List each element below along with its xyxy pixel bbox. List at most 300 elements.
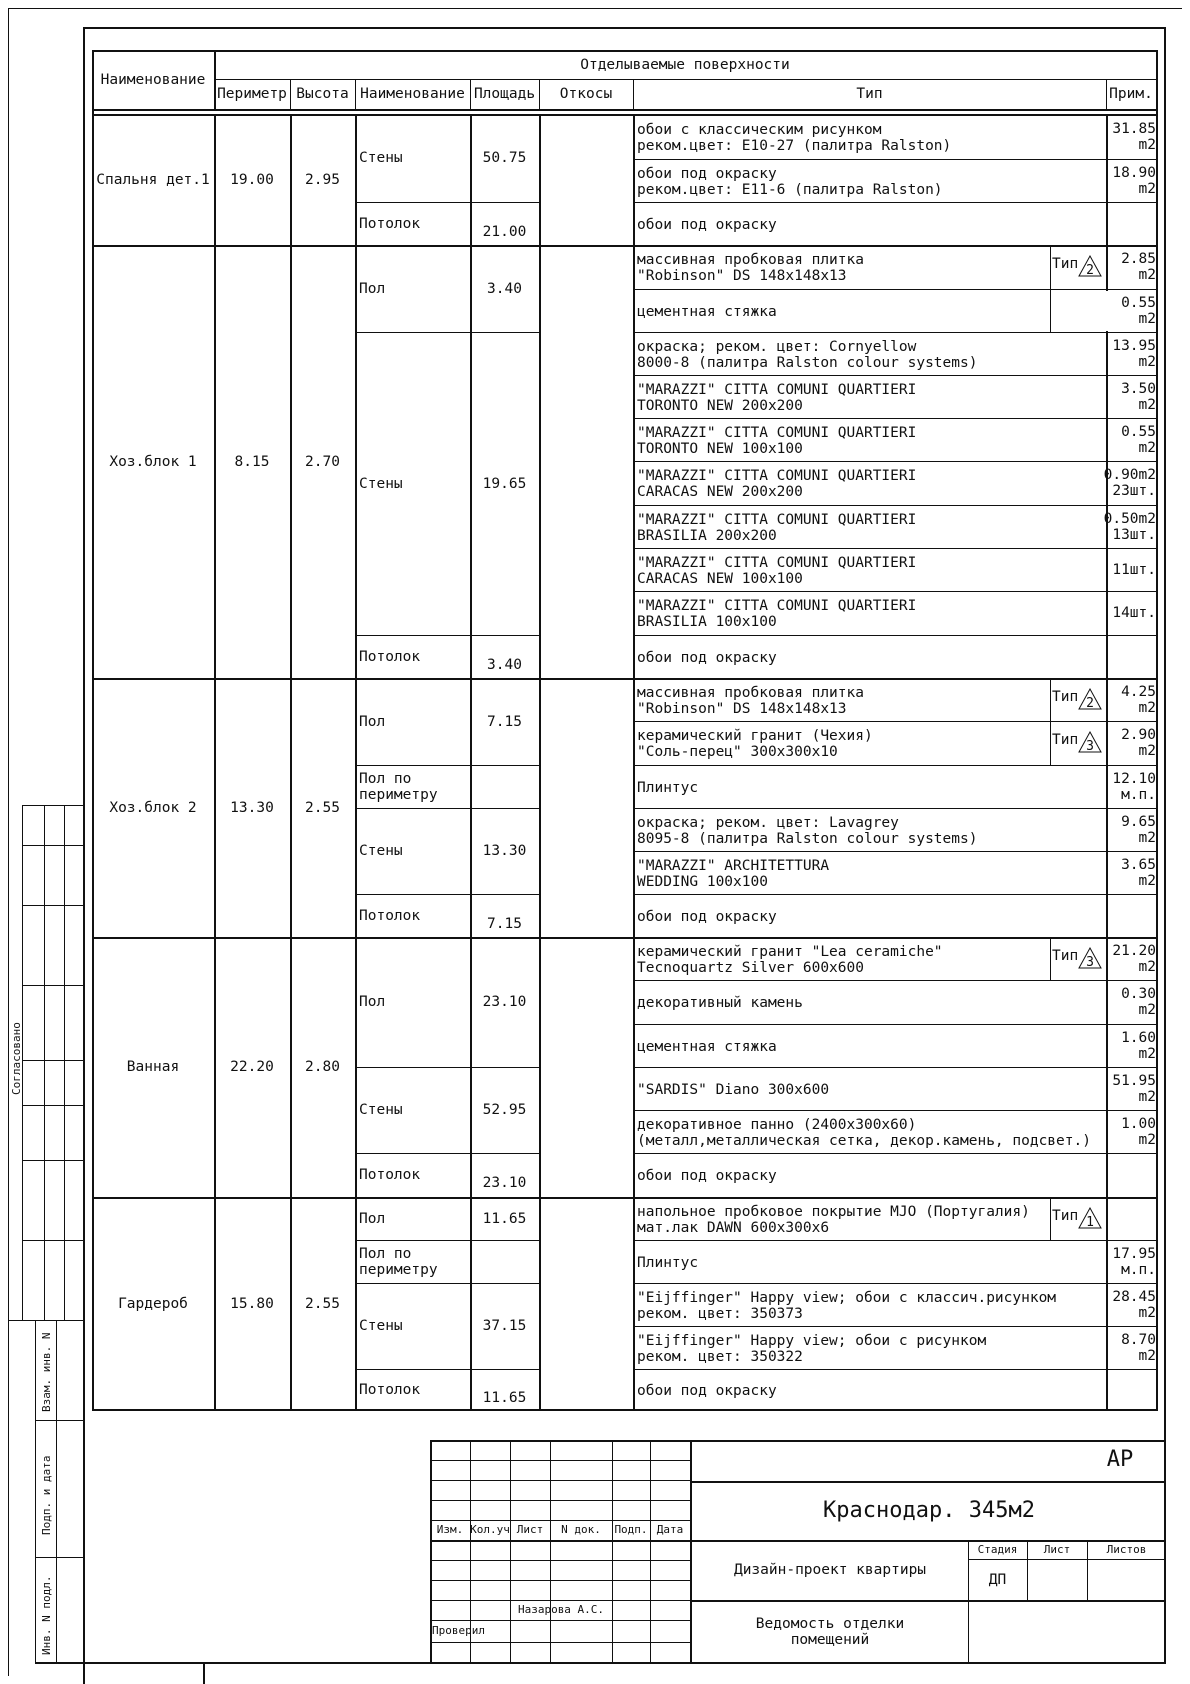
stamp-izm-value: Изм. <box>436 1523 464 1536</box>
side-line <box>35 1320 36 1664</box>
surface-area-value: 7.15 <box>487 915 522 932</box>
stamp-podp-value: Подп. <box>614 1523 648 1536</box>
surface-name <box>355 202 470 245</box>
body-col-line <box>290 114 292 1411</box>
item-note-value: 3.65 m2 <box>1121 856 1156 889</box>
stamp-stage_label-value: Стадия <box>977 1543 1018 1556</box>
item-type <box>633 462 1106 506</box>
item-type <box>633 1025 1106 1068</box>
item-note <box>1106 937 1156 980</box>
item-type-value: обои под окраску реком.цвет: E11-6 (палитра Ralston) <box>637 165 943 198</box>
surface-area <box>470 1067 539 1153</box>
item-type-value: обои под окраску <box>637 908 777 925</box>
room-height <box>290 1197 355 1411</box>
surface-area-value: 21.00 <box>482 223 527 240</box>
surface-name-value: Стены <box>359 475 403 492</box>
room-height <box>290 114 355 245</box>
stamp-author <box>510 1600 612 1620</box>
side-line <box>22 1105 84 1106</box>
item-note-value: 13.95 m2 <box>1112 337 1156 370</box>
stamp-col <box>510 1440 511 1662</box>
item-note-value: 11шт. <box>1112 561 1156 578</box>
body-col-line <box>214 114 216 1411</box>
item-note <box>1106 1110 1156 1153</box>
side-label: Подп. и дата <box>40 1455 53 1535</box>
item-note <box>1106 1153 1156 1197</box>
table-bottom-border <box>633 1409 1156 1411</box>
side-line <box>22 905 84 906</box>
item-note <box>1106 591 1156 635</box>
type-tag <box>1052 732 1078 748</box>
item-note <box>1106 548 1156 591</box>
stamp-row <box>430 1560 690 1561</box>
stamp-sheets_label <box>1087 1541 1166 1559</box>
surface-name <box>355 1369 470 1411</box>
frame-left <box>83 27 85 1684</box>
item-note <box>1106 245 1156 289</box>
surface-name <box>355 1197 470 1240</box>
side-line <box>22 1060 84 1061</box>
room-name-value: Спальня дет.1 <box>96 171 210 188</box>
room-perimeter <box>214 1197 290 1411</box>
item-type <box>633 809 1106 852</box>
surface-area <box>470 1283 539 1369</box>
room-height-value: 2.80 <box>305 1059 340 1075</box>
item-note-value: 21.20 m2 <box>1112 942 1156 975</box>
item-type <box>633 549 1106 592</box>
stamp-col <box>612 1440 613 1662</box>
surface-name <box>355 1283 470 1369</box>
item-type <box>633 1284 1106 1327</box>
item-type-value: "MARAZZI" CITTA COMUNI QUARTIERI TORONTO NEW 100x100 <box>637 424 917 457</box>
surface-name <box>355 332 470 635</box>
surface-name-value: Стены <box>359 843 403 859</box>
room-perimeter-value: 8.15 <box>234 453 270 470</box>
item-type <box>633 636 1106 679</box>
room-perimeter-value: 22.20 <box>230 1059 274 1075</box>
surface-area <box>470 245 539 332</box>
stamp-title1-value: Дизайн-проект квартиры <box>733 1562 927 1578</box>
surface-name <box>355 894 470 937</box>
item-type <box>633 333 1106 376</box>
room-name-value: Хоз.блок 1 <box>109 453 197 470</box>
stamp-title2-value: Ведомость отделки помещений <box>755 1616 905 1648</box>
room-height <box>290 937 355 1197</box>
surface-name <box>355 114 470 202</box>
surface-name <box>355 1240 470 1283</box>
item-type-value: "MARAZZI" CITTA COMUNI QUARTIERI CARACAS NEW 100x100 <box>637 554 917 587</box>
surface-area-value: 23.10 <box>482 994 527 1010</box>
surface-area <box>470 332 539 635</box>
surface-name-value: Стены <box>359 150 403 166</box>
stamp-row <box>430 1580 690 1581</box>
type-tag <box>1052 948 1078 964</box>
stamp-checked <box>430 1620 510 1642</box>
side-line <box>22 805 84 806</box>
tag-col-line <box>1050 721 1051 765</box>
item-type <box>633 376 1106 419</box>
header-surface_name <box>355 79 470 109</box>
item-note <box>1106 1369 1156 1411</box>
room-height-value: 2.95 <box>305 171 340 188</box>
stamp-list-value: Лист <box>516 1523 544 1536</box>
item-note-value: 0.50m2 13шт. <box>1103 510 1156 543</box>
header-bottom-line <box>92 109 1156 111</box>
type-tag <box>1052 256 1078 272</box>
item-note <box>1106 1240 1156 1283</box>
surface-area-value: 23.10 <box>482 1175 527 1191</box>
surface-area-value: 37.15 <box>482 1318 527 1334</box>
header-type <box>633 79 1106 109</box>
item-type <box>633 1370 1106 1412</box>
item-note <box>1103 505 1156 548</box>
surface-name-value: Стены <box>359 1318 403 1334</box>
surface-area-value: 52.95 <box>482 1102 527 1118</box>
item-type-value: обои под окраску <box>637 216 777 233</box>
header-slopes-value: Откосы <box>559 86 613 102</box>
stamp-row <box>430 1460 690 1461</box>
item-note <box>1103 461 1156 505</box>
surface-name <box>355 808 470 894</box>
stamp-title1 <box>692 1542 968 1598</box>
item-note <box>1106 1067 1156 1110</box>
stamp-kolu-value: Кол.уч <box>470 1523 510 1536</box>
room-height <box>290 245 355 678</box>
surface-area <box>470 937 539 1067</box>
surface-name-value: Пол <box>359 994 386 1010</box>
stamp-code <box>1080 1445 1160 1475</box>
side-line <box>22 985 84 986</box>
item-note <box>1106 1024 1156 1067</box>
room-name <box>92 678 214 937</box>
item-type <box>633 592 1106 636</box>
item-note <box>1106 721 1156 765</box>
stamp-list <box>510 1520 550 1540</box>
surface-name <box>355 635 470 678</box>
item-type <box>633 679 1050 722</box>
room-height-value: 2.55 <box>305 799 340 816</box>
item-type-value: "MARAZZI" CITTA COMUNI QUARTIERI BRASILIA 100x100 <box>637 598 917 630</box>
type-tag-label: Тип <box>1052 732 1079 748</box>
sheet-edge-left <box>8 8 9 1676</box>
item-type-value: Плинтус <box>637 1254 699 1271</box>
triangle-icon <box>1078 688 1102 710</box>
tag-col-line <box>1050 937 1051 980</box>
triangle-icon <box>1078 947 1102 969</box>
header-name-value: Наименование <box>100 71 206 88</box>
stamp-col <box>550 1440 551 1662</box>
item-type <box>633 1068 1106 1111</box>
header-note-value: Прим. <box>1109 86 1153 102</box>
header-height <box>290 79 355 109</box>
surface-name <box>355 937 470 1067</box>
surface-area-value: 7.15 <box>487 713 522 730</box>
room-perimeter-value: 19.00 <box>230 171 274 188</box>
item-type-value: "MARAZZI" CITTA COMUNI QUARTIERI TORONTO NEW 200x200 <box>637 381 917 414</box>
surface-name <box>355 765 470 808</box>
stamp-row <box>430 1642 690 1643</box>
item-note <box>1106 980 1156 1024</box>
item-note-value: 9.65 m2 <box>1121 813 1156 846</box>
header-name <box>92 50 214 109</box>
header-area-value: Площадь <box>473 86 536 102</box>
surface-area <box>470 765 539 808</box>
side-line <box>56 1320 57 1664</box>
stamp-podp <box>612 1520 650 1540</box>
item-type-value: декоративное панно (2400x300x60) (металл,металлическая сетка, декор.камень, подсвет.) <box>637 1116 1091 1149</box>
stamp-ndok <box>550 1520 612 1540</box>
item-type <box>633 290 1106 333</box>
type-tag-label: Тип <box>1052 948 1079 964</box>
item-note-value: 51.95 m2 <box>1112 1072 1156 1105</box>
room-height-value: 2.70 <box>305 453 340 470</box>
header-perimeter-value: Периметр <box>217 86 287 102</box>
item-type <box>633 766 1106 809</box>
item-type <box>633 1327 1106 1370</box>
item-note-value: 28.45 m2 <box>1112 1288 1156 1321</box>
item-type-value: обои под окраску <box>637 1168 777 1184</box>
item-note-value: 3.50 m2 <box>1121 380 1156 413</box>
side-line <box>22 1160 84 1161</box>
surface-area <box>470 678 539 765</box>
side-label: Взам. инв. N <box>40 1332 53 1412</box>
stamp-izm <box>430 1520 470 1540</box>
item-note <box>1106 678 1156 721</box>
item-type <box>633 981 1106 1025</box>
item-note <box>1106 114 1156 159</box>
item-type-value: массивная пробковая плитка "Robinson" DS 148x148x13 <box>637 684 864 717</box>
item-type <box>633 1241 1106 1284</box>
item-type-value: "MARAZZI" CITTA COMUNI QUARTIERI CARACAS NEW 200x200 <box>637 468 917 500</box>
stamp-stage_label <box>968 1541 1027 1559</box>
item-note <box>1106 289 1156 332</box>
type-tag-label: Тип <box>1052 1208 1079 1224</box>
item-type-value: "Eijffinger" Happy view; обои с рисунком реком. цвет: 350322 <box>637 1332 987 1365</box>
item-note <box>1106 159 1156 202</box>
item-type-value: "SARDIS" Diano 300x600 <box>637 1081 830 1098</box>
room-name <box>92 937 214 1197</box>
item-note <box>1106 635 1156 678</box>
room-height-value: 2.55 <box>305 1296 340 1312</box>
item-type-value: цементная стяжка <box>637 1038 777 1055</box>
surface-area-value: 3.40 <box>487 280 522 297</box>
surface-area-value: 3.40 <box>487 656 522 673</box>
stamp-top <box>430 1440 1166 1442</box>
item-note <box>1106 1197 1156 1240</box>
header-type-value: Тип <box>856 86 883 102</box>
stamp-date-value: Дата <box>656 1523 684 1536</box>
surface-name <box>355 245 470 332</box>
type-tag <box>1052 689 1078 705</box>
side-line <box>22 845 84 846</box>
item-note-value: 31.85 m2 <box>1112 120 1156 153</box>
item-note <box>1106 418 1156 461</box>
stamp-kolu <box>470 1520 510 1540</box>
frame-top <box>83 27 1166 29</box>
item-type <box>633 115 1106 160</box>
triangle-icon <box>1078 731 1102 753</box>
item-type <box>633 722 1050 766</box>
item-type-value: "Eijffinger" Happy view; обои с классич.рисунком реком. цвет: 350373 <box>637 1289 1057 1322</box>
item-type <box>633 203 1106 246</box>
stamp-project-value: Краснодар. 345м2 <box>823 1498 1035 1523</box>
surface-name-value: Потолок <box>359 215 421 232</box>
frame-tick-bottom <box>203 1662 205 1684</box>
item-type-value: массивная пробковая плитка "Robinson" DS 148x148x13 <box>637 252 864 284</box>
surface-area-value: 50.75 <box>482 150 527 166</box>
item-note-value: 0.30 m2 <box>1121 986 1156 1018</box>
svg-text:3: 3 <box>1086 955 1094 969</box>
header-surfaces-value: Отделываемые поверхности <box>580 56 790 73</box>
surface-area-value: 11.65 <box>482 1210 527 1227</box>
surface-name-value: Стены <box>359 1102 403 1118</box>
stamp-author-value: Назарова А.С. <box>517 1603 605 1616</box>
item-note-value: 12.10 м.п. <box>1112 770 1156 803</box>
item-note-value: 2.90 m2 <box>1121 727 1156 759</box>
surface-name <box>355 1067 470 1153</box>
table-right-border <box>1156 50 1158 1410</box>
item-type-value: цементная стяжка <box>637 303 777 320</box>
room-name <box>92 1197 214 1411</box>
room-perimeter <box>214 245 290 678</box>
stamp-checked-value: Проверил <box>432 1624 485 1637</box>
item-type <box>633 938 1050 981</box>
item-note-value: 8.70 m2 <box>1121 1331 1156 1364</box>
sheet-edge-top <box>8 8 1182 9</box>
item-note <box>1106 1326 1156 1369</box>
item-note <box>1106 375 1156 418</box>
stamp-title2 <box>692 1602 968 1662</box>
item-note-value: 14шт. <box>1112 605 1156 621</box>
triangle-icon <box>1078 255 1102 277</box>
stamp-col <box>650 1440 651 1662</box>
item-type <box>633 895 1106 938</box>
header-surface_name-value: Наименование <box>360 86 465 102</box>
item-note <box>1106 332 1156 375</box>
room-perimeter-value: 13.30 <box>230 799 274 816</box>
triangle-icon <box>1078 1207 1102 1229</box>
surface-name-value: Пол по периметру <box>359 770 438 803</box>
item-type-value: обои под окраску <box>637 1383 777 1399</box>
surface-area-value: 11.65 <box>482 1390 527 1406</box>
room-name-value: Гардероб <box>118 1296 188 1312</box>
item-note-value: 1.00 m2 <box>1121 1115 1156 1148</box>
room-name <box>92 245 214 678</box>
svg-text:2: 2 <box>1086 696 1094 710</box>
item-note-value: 2.85 m2 <box>1121 251 1156 283</box>
item-type-value: обои с классическим рисунком реком.цвет: E10-27 (палитра Ralston) <box>637 121 952 154</box>
room-name <box>92 114 214 245</box>
surface-area <box>470 114 539 202</box>
svg-text:1: 1 <box>1086 1215 1094 1229</box>
surface-name-value: Потолок <box>359 648 421 665</box>
surface-name-value: Пол <box>359 1210 386 1227</box>
item-note <box>1106 1283 1156 1326</box>
stamp-sheets_label-value: Листов <box>1106 1543 1147 1556</box>
item-type <box>633 246 1050 290</box>
stamp-stage <box>968 1560 1027 1600</box>
note-gap <box>1106 291 1108 331</box>
header-note <box>1106 79 1156 109</box>
side-line <box>8 1320 85 1321</box>
stamp-code-value: АР <box>1106 1447 1134 1472</box>
room-perimeter-value: 15.80 <box>230 1296 274 1312</box>
item-type-value: "MARAZZI" ARCHITETTURA WEDDING 100x100 <box>637 857 830 890</box>
item-note-value: 18.90 m2 <box>1112 164 1156 197</box>
surface-name <box>355 678 470 765</box>
surface-name-value: Потолок <box>359 1167 421 1183</box>
body-col-line <box>539 114 541 1411</box>
item-note-value: 1.60 m2 <box>1121 1029 1156 1062</box>
item-note <box>1106 894 1156 937</box>
item-type-value: керамический гранит "Lea ceramiche" Tecnoquartz Silver 600x600 <box>637 943 943 976</box>
stamp-sheet_label <box>1027 1541 1087 1559</box>
room-name-value: Хоз.блок 2 <box>109 799 197 816</box>
header-height-value: Высота <box>296 86 349 102</box>
type-tag-label: Тип <box>1052 689 1079 705</box>
surface-name-value: Потолок <box>359 907 421 924</box>
item-type <box>633 506 1106 549</box>
stamp-row-thick <box>430 1540 690 1542</box>
header-perimeter <box>214 79 290 109</box>
stamp-date <box>650 1520 690 1540</box>
surface-area <box>470 1240 539 1283</box>
item-type <box>633 1154 1106 1198</box>
tag-col-line <box>1050 289 1051 332</box>
type-tag-label: Тип <box>1052 256 1079 272</box>
item-note-value: 4.25 m2 <box>1121 683 1156 716</box>
item-type-value: Плинтус <box>637 779 699 796</box>
item-type-value: "MARAZZI" CITTA COMUNI QUARTIERI BRASILIA 200x200 <box>637 511 917 544</box>
stamp-stage-value: ДП <box>988 1572 1007 1588</box>
side-line <box>22 1240 84 1241</box>
item-type <box>633 1198 1050 1241</box>
item-note-value: 0.55 m2 <box>1121 423 1156 456</box>
stamp-row <box>430 1500 690 1501</box>
surface-area <box>470 808 539 894</box>
tag-col-line <box>1050 245 1051 289</box>
item-type <box>633 852 1106 895</box>
side-line <box>64 805 65 1320</box>
item-type-value: окраска; реком. цвет: Lavagrey 8095-8 (палитра Ralston colour systems) <box>637 814 978 847</box>
header-slopes <box>539 79 633 109</box>
header-surfaces <box>214 50 1156 79</box>
svg-text:2: 2 <box>1086 263 1094 277</box>
item-note <box>1106 851 1156 894</box>
item-type-value: обои под окраску <box>637 649 777 666</box>
side-line <box>35 1557 85 1558</box>
item-note-value: 0.90m2 23шт. <box>1103 467 1156 499</box>
item-note-value: 0.55 m2 <box>1121 294 1156 327</box>
stamp-row <box>430 1480 690 1481</box>
room-perimeter <box>214 678 290 937</box>
surface-name-value: Пол <box>359 280 386 297</box>
item-type <box>633 1111 1106 1154</box>
room-name-value: Ванная <box>126 1059 180 1075</box>
tag-col-line <box>1050 1197 1051 1240</box>
side-label: Инв. N подл. <box>40 1575 53 1655</box>
surface-area <box>470 1377 539 1419</box>
room-perimeter <box>214 114 290 245</box>
item-note-value: 17.95 м.п. <box>1112 1245 1156 1278</box>
item-note <box>1106 808 1156 851</box>
item-note <box>1106 202 1156 245</box>
surface-name-value: Потолок <box>359 1382 421 1398</box>
surface-area-value: 19.65 <box>482 475 527 492</box>
room-perimeter <box>214 937 290 1197</box>
header-area <box>470 79 539 109</box>
surface-name-value: Пол <box>359 713 386 730</box>
